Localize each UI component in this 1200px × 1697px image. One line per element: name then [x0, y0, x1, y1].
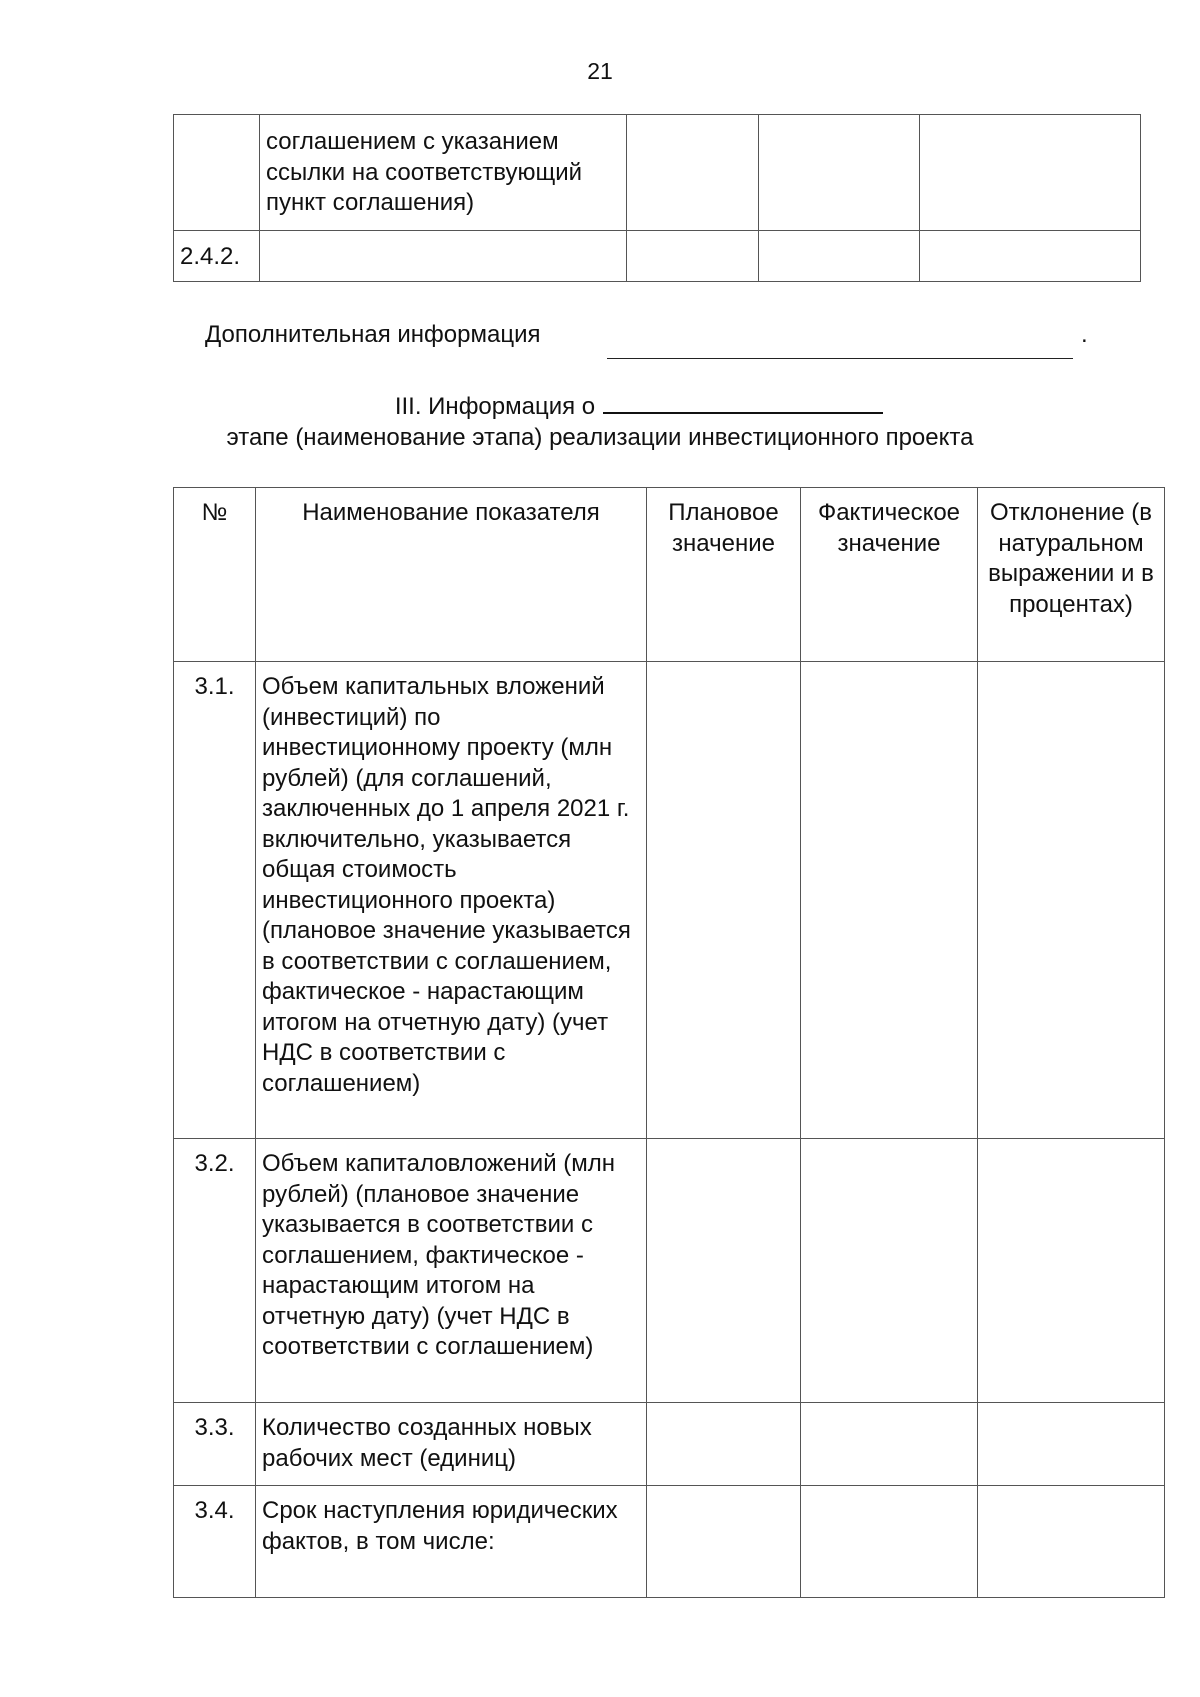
row-number-cell: 3.4.	[174, 1486, 256, 1598]
stage-indicators-table	[173, 487, 1165, 1598]
table-row	[174, 1139, 1165, 1403]
value-cell	[627, 231, 759, 282]
row-number-cell: 3.2.	[174, 1139, 256, 1403]
indicator-name-cell: Количество созданных новых рабочих мест (единиц)	[256, 1403, 647, 1486]
additional-info-field[interactable]	[607, 358, 1073, 359]
row-number-cell	[174, 115, 260, 231]
indicator-name-cell: соглашением с указанием ссылки на соответствующий пункт соглашения)	[260, 115, 627, 231]
actual-value-cell	[801, 662, 978, 1139]
value-cell	[627, 115, 759, 231]
header-indicator-name: Наименование показателя	[256, 488, 647, 662]
row-number-cell: 3.1.	[174, 662, 256, 1139]
deviation-cell	[978, 1403, 1165, 1486]
planned-value-cell	[647, 1486, 801, 1598]
deviation-cell	[978, 662, 1165, 1139]
continuation-table	[173, 114, 1141, 282]
row-number-cell: 2.4.2.	[174, 231, 260, 282]
deviation-cell	[978, 1486, 1165, 1598]
actual-value-cell	[801, 1139, 978, 1403]
header-planned-value: Плановое значение	[647, 488, 801, 662]
planned-value-cell	[647, 1139, 801, 1403]
additional-info-label: Дополнительная информация	[205, 321, 541, 348]
table-row	[174, 231, 1141, 282]
indicator-name-cell	[260, 231, 627, 282]
table-row	[174, 662, 1165, 1139]
indicator-name-cell: Объем капиталовложений (млн рублей) (плановое значение указывается в соответствии с соглашением, фактическое - нарастающим итогом на отчетную дату) (учет НДС в соответствии с соглашением)	[256, 1139, 647, 1403]
header-number: №	[174, 488, 256, 662]
deviation-cell	[978, 1139, 1165, 1403]
section-heading-line1: III. Информация о	[394, 393, 596, 420]
value-cell	[759, 115, 920, 231]
additional-info-end: .	[1081, 321, 1088, 348]
table-row	[174, 115, 1141, 231]
section-heading-line2: этапе (наименование этапа) реализации инвестиционного проекта	[226, 424, 974, 451]
page-number: 21	[587, 58, 613, 84]
table-header-row	[174, 488, 1165, 662]
actual-value-cell	[801, 1403, 978, 1486]
value-cell	[920, 231, 1141, 282]
indicator-name-cell: Срок наступления юридических фактов, в том числе:	[256, 1486, 647, 1598]
table-row	[174, 1403, 1165, 1486]
planned-value-cell	[647, 662, 801, 1139]
section-heading	[0, 388, 1200, 453]
table-row	[174, 1486, 1165, 1598]
planned-value-cell	[647, 1403, 801, 1486]
stage-blank-field[interactable]	[603, 388, 883, 414]
header-deviation: Отклонение (в натуральном выражении и в процентах)	[978, 488, 1165, 662]
value-cell	[759, 231, 920, 282]
actual-value-cell	[801, 1486, 978, 1598]
row-number-cell: 3.3.	[174, 1403, 256, 1486]
value-cell	[920, 115, 1141, 231]
header-actual-value: Фактическое значение	[801, 488, 978, 662]
indicator-name-cell: Объем капитальных вложений (инвестиций) по инвестиционному проекту (млн рублей) (для соглашений, заключенных до 1 апреля 2021 г. включительно, указывается общая стоимость инвестиционного проекта) (плановое значение указывается в соответствии с соглашением, фактическое - нарастающим итогом на отчетную дату) (учет НДС в соответствии с соглашением)	[256, 662, 647, 1139]
